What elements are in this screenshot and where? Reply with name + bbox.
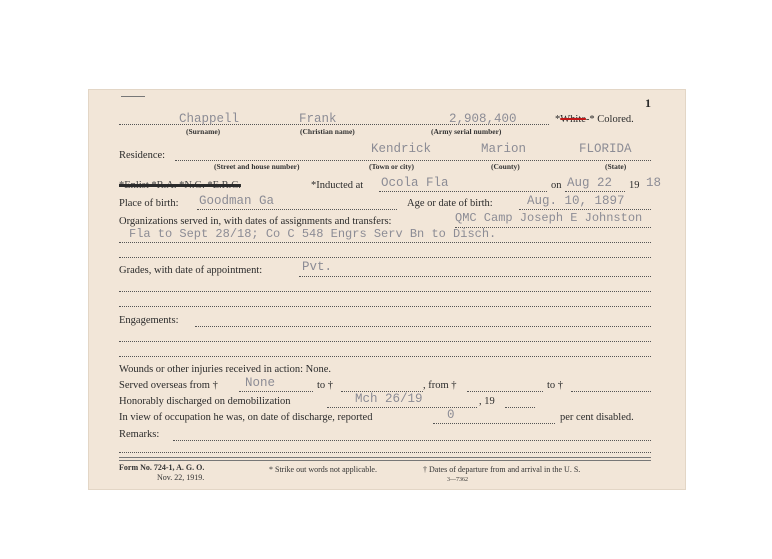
residence-dotted-line xyxy=(175,160,651,161)
inducted-dotted-line xyxy=(379,191,547,192)
inducted-year-prefix: 19 xyxy=(629,180,640,191)
organizations-line-2: Fla to Sept 28/18; Co C 548 Engrs Serv Bn to Disch. xyxy=(129,227,497,241)
discharge-date: Mch 26/19 xyxy=(355,392,423,406)
christian-caption: (Christian name) xyxy=(300,127,355,136)
engagements-dotted-line-1 xyxy=(195,326,651,327)
footer-rule-2 xyxy=(119,460,651,461)
birth-place: Goodman Ga xyxy=(199,194,275,208)
form-date: Nov. 22, 1919. xyxy=(157,473,205,482)
top-short-rule xyxy=(121,96,145,97)
engagements-dotted-line-3 xyxy=(119,356,651,357)
birth-place-label: Place of birth: xyxy=(119,198,179,209)
organizations-dotted-line-3 xyxy=(119,257,651,258)
discharge-label: Honorably discharged on demobilization xyxy=(119,396,291,407)
inducted-on-label: on xyxy=(551,180,562,191)
organizations-label: Organizations served in, with dates of assignments and transfers: xyxy=(119,216,392,227)
overseas-to-label: to † xyxy=(317,380,334,391)
grades-dotted-line-2 xyxy=(119,291,651,292)
grades-dotted-line-3 xyxy=(119,306,651,307)
enlist-struck-label: *Enlist *R.A. *N.G. *E.R.C. xyxy=(119,180,241,191)
race-white-struck: White xyxy=(560,114,586,125)
residence-state: FLORIDA xyxy=(579,142,632,156)
inducted-date: Aug 22 xyxy=(567,176,613,190)
occupation-value: 0 xyxy=(447,408,455,422)
grades-dotted-line-1 xyxy=(299,276,651,277)
form-number: Form No. 724-1, A. G. O. xyxy=(119,463,205,472)
wounds-label: Wounds or other injuries received in action: None. xyxy=(119,364,332,375)
card-number: 1 xyxy=(645,96,651,110)
inducted-year: 18 xyxy=(646,176,662,190)
race-prefix: * xyxy=(555,114,561,125)
service-record-card xyxy=(88,89,686,490)
serial-caption: (Army serial number) xyxy=(431,127,502,136)
overseas-to2-label: to † xyxy=(547,380,564,391)
strike-note: * Strike out words not applicable. xyxy=(269,465,377,474)
discharge-year-label: , 19 xyxy=(479,396,495,407)
town-caption: (Town or city) xyxy=(369,162,414,171)
organizations-dotted-line-2 xyxy=(119,242,651,243)
street-caption: (Street and house number) xyxy=(214,162,300,171)
grades-value: Pvt. xyxy=(302,260,333,274)
grades-label: Grades, with date of appointment: xyxy=(119,265,263,276)
birth-date: Aug. 10, 1897 xyxy=(527,194,625,208)
surname-caption: (Surname) xyxy=(186,127,221,136)
serial-number-value: 2,908,400 xyxy=(449,112,517,126)
birth-place-dotted-line xyxy=(197,209,397,210)
birth-date-label: Age or date of birth: xyxy=(407,198,493,209)
residence-town: Kendrick xyxy=(371,142,432,156)
occupation-dotted-line xyxy=(433,423,555,424)
overseas-from-dotted-line xyxy=(239,391,313,392)
occupation-label: In view of occupation he was, on date of discharge, reported xyxy=(119,412,373,423)
race-field xyxy=(555,114,634,125)
residence-label: Residence: xyxy=(119,150,166,161)
state-caption: (State) xyxy=(605,162,627,171)
printer-code: 3—7362 xyxy=(447,477,468,483)
footer-rule-1 xyxy=(119,457,651,458)
birth-date-dotted-line xyxy=(519,209,651,210)
dates-note: † Dates of departure from and arrival in the U. S. xyxy=(423,465,581,474)
inducted-date-dotted-line xyxy=(565,191,625,192)
engagements-dotted-line-2 xyxy=(119,341,651,342)
remarks-dotted-line-1 xyxy=(173,440,651,441)
engagements-label: Engagements: xyxy=(119,315,179,326)
race-colored: -* Colored. xyxy=(585,114,634,125)
inducted-label: *Inducted at xyxy=(311,180,364,191)
discharge-year-dotted-line xyxy=(505,407,535,408)
organizations-line-1: QMC Camp Joseph E Johnston xyxy=(455,211,643,225)
remarks-dotted-line-2 xyxy=(119,452,651,453)
overseas-from2-label: , from † xyxy=(423,380,457,391)
county-caption: (County) xyxy=(491,162,520,171)
occupation-suffix: per cent disabled. xyxy=(560,412,634,423)
overseas-from2-dotted-line xyxy=(467,391,543,392)
surname-value: Chappell xyxy=(179,112,240,126)
inducted-place: Ocola Fla xyxy=(381,176,449,190)
overseas-from-value: None xyxy=(245,376,276,390)
overseas-to2-dotted-line xyxy=(571,391,651,392)
residence-county: Marion xyxy=(481,142,527,156)
overseas-label: Served overseas from † xyxy=(119,380,218,391)
christian-name-value: Frank xyxy=(299,112,337,126)
remarks-label: Remarks: xyxy=(119,429,160,440)
